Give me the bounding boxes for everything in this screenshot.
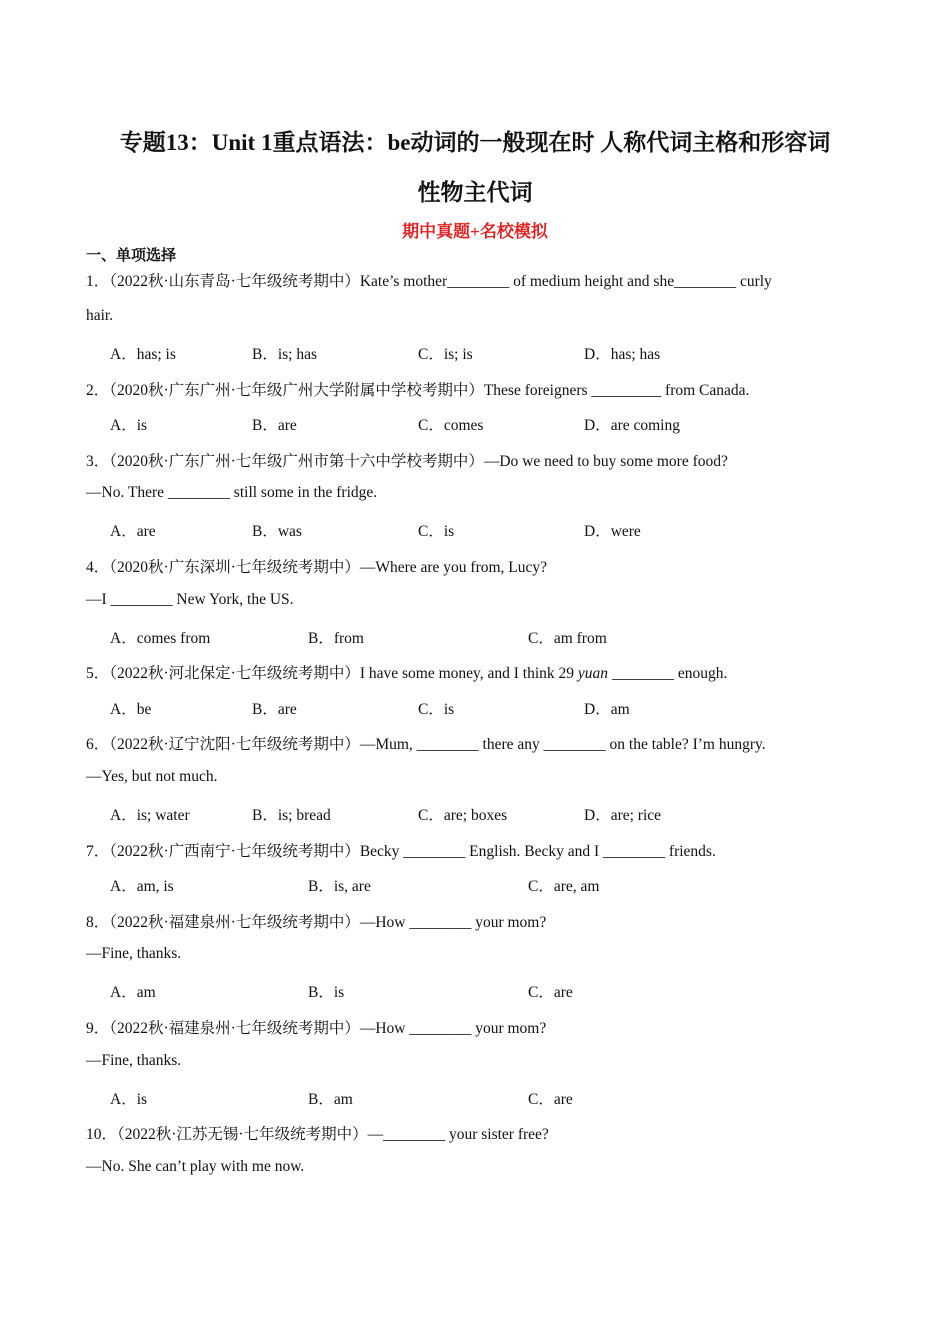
question-5-line-1: 5．（2022秋·河北保定·七年级统考期中）I have some money, and I think 29 yuan ________ enough. xyxy=(86,665,728,682)
question-6-line-2: —Yes, but not much. xyxy=(86,768,218,785)
question-5-option-a: A．be xyxy=(110,701,152,718)
question-3-line-2: —No. There ________ still some in the fridge. xyxy=(86,484,378,501)
question-2-option-a: A．is xyxy=(110,417,148,434)
question-1-option-a: A．has; is xyxy=(110,346,176,363)
document-subtitle: 期中真题+名校模拟 xyxy=(402,222,548,241)
question-9-option-a: A．is xyxy=(110,1091,148,1108)
question-2-option-c: C．comes xyxy=(418,417,484,434)
question-9-line-1: 9．（2022秋·福建泉州·七年级统考期中）—How ________ your mom? xyxy=(86,1020,547,1037)
question-2-line-1: 2．（2020秋·广东广州·七年级广州大学附属中学校考期中）These foreigners _________ from Canada. xyxy=(86,382,750,399)
question-6-line-1: 6．（2022秋·辽宁沈阳·七年级统考期中）—Mum, ________ there any ________ on the table? I’m hungry. xyxy=(86,736,766,753)
question-3-option-b: B．was xyxy=(252,523,302,540)
document-title-line-1: 专题13：Unit 1重点语法：be动词的一般现在时 人称代词主格和形容词 xyxy=(119,130,831,155)
question-2-option-b: B．are xyxy=(252,417,297,434)
question-3-option-a: A．are xyxy=(110,523,156,540)
question-4-line-2: —I ________ New York, the US. xyxy=(86,591,294,608)
question-10-line-1: 10．（2022秋·江苏无锡·七年级统考期中）—________ your sister free? xyxy=(86,1126,549,1143)
question-9-option-c: C．are xyxy=(528,1091,573,1108)
question-5-option-d: D．am xyxy=(584,701,630,718)
question-8-option-c: C．are xyxy=(528,984,573,1001)
question-7-line-1: 7．（2022秋·广西南宁·七年级统考期中）Becky ________ English. Becky and I ________ friends. xyxy=(86,843,716,860)
question-3-option-d: D．were xyxy=(584,523,641,540)
question-8-line-2: —Fine, thanks. xyxy=(86,945,182,962)
question-8-line-1: 8．（2022秋·福建泉州·七年级统考期中）—How ________ your mom? xyxy=(86,914,547,931)
question-5-option-b: B．are xyxy=(252,701,297,718)
question-3-line-1: 3．（2020秋·广东广州·七年级广州市第十六中学校考期中）—Do we need to buy some more food? xyxy=(86,453,728,470)
question-10-line-2: —No. She can’t play with me now. xyxy=(86,1158,305,1175)
question-6-option-c: C．are; boxes xyxy=(418,807,508,824)
question-9-line-2: —Fine, thanks. xyxy=(86,1052,182,1069)
question-1-line-2: hair. xyxy=(86,307,114,324)
question-4-option-c: C．am from xyxy=(528,630,607,647)
question-7-option-a: A．am, is xyxy=(110,878,174,895)
question-2-option-d: D．are coming xyxy=(584,417,680,434)
question-8-option-b: B．is xyxy=(308,984,345,1001)
question-4-option-b: B．from xyxy=(308,630,364,647)
question-9-option-b: B．am xyxy=(308,1091,353,1108)
question-1-option-b: B．is; has xyxy=(252,346,318,363)
question-4-line-1: 4．（2020秋·广东深圳·七年级统考期中）—Where are you from, Lucy? xyxy=(86,559,548,576)
question-1-option-c: C．is; is xyxy=(418,346,473,363)
question-5-option-c: C．is xyxy=(418,701,455,718)
question-3-option-c: C．is xyxy=(418,523,455,540)
question-4-option-a: A．comes from xyxy=(110,630,211,647)
document-title-line-2: 性物主代词 xyxy=(417,180,533,205)
section-heading: 一、单项选择 xyxy=(86,248,177,264)
question-1-option-d: D．has; has xyxy=(584,346,661,363)
question-1-line-1: 1．（2022秋·山东青岛·七年级统考期中）Kate’s mother________ of medium height and she________ curly xyxy=(86,273,772,290)
question-6-option-a: A．is; water xyxy=(110,807,190,824)
question-8-option-a: A．am xyxy=(110,984,156,1001)
question-6-option-d: D．are; rice xyxy=(584,807,662,824)
question-7-option-b: B．is, are xyxy=(308,878,371,895)
question-6-option-b: B．is; bread xyxy=(252,807,331,824)
question-7-option-c: C．are, am xyxy=(528,878,600,895)
